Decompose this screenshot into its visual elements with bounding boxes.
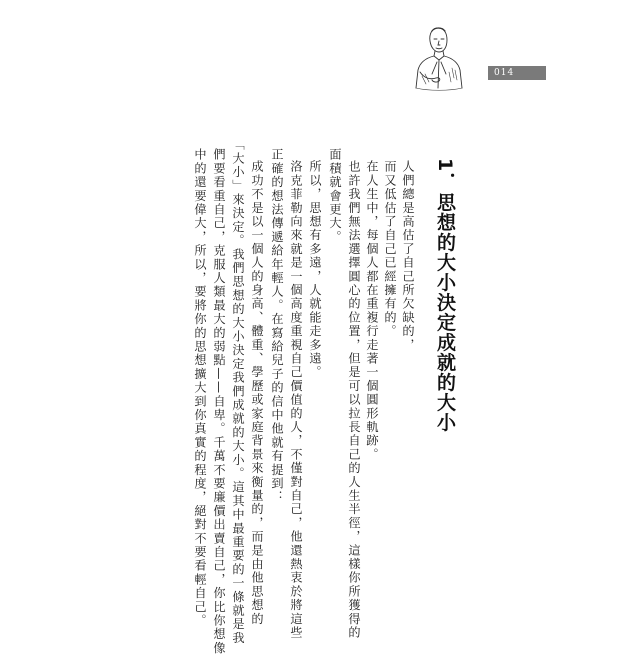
body-line: 洛克菲勒向來就是一個高度重視自己價值的人，不僅對自己，他還熱衷於將這些 — [289, 160, 303, 640]
body-line: 面積就會更大。 — [328, 148, 342, 244]
body-line: 中的還要偉大，所以，要將你的思想擴大到你真實的程度，絕對不要看輕自己。 — [193, 148, 207, 628]
body-line: 們要看重自己，克服人類最大的弱點——自卑。千萬不要廉價出賣自己，你比你想像 — [212, 148, 226, 655]
body-line: 人們總是高估了自己所欠缺的， — [401, 160, 415, 352]
body-line: 在人生中，每個人都在重複行走著一個圓形軌跡。 — [365, 160, 379, 462]
body-line: 也許我們無法選擇圓心的位置，但是可以拉長自己的人生半徑，這樣你所獲得的 — [347, 160, 361, 640]
body-line: 正確的想法傳遞給年輕人。在寫給兒子的信中他就有提到： — [270, 148, 284, 505]
body-line: 所以，思想有多遠，人就能走多遠。 — [308, 160, 322, 380]
body-line: 而又低估了自己已經擁有的。 — [383, 160, 397, 339]
page-number: 014 — [494, 68, 515, 78]
body-line: 成功不是以一個人的身高、體重、學歷或家庭背景來衡量的，而是由他思想的 — [250, 160, 264, 626]
chapter-title: 1．思想的大小決定成就的大小 — [434, 158, 456, 433]
rockefeller-portrait-sketch — [408, 18, 472, 98]
body-line: 「大小」來決定。我們思想的大小決定我們成就的大小。這其中最重要的一條就是我 — [231, 138, 245, 645]
